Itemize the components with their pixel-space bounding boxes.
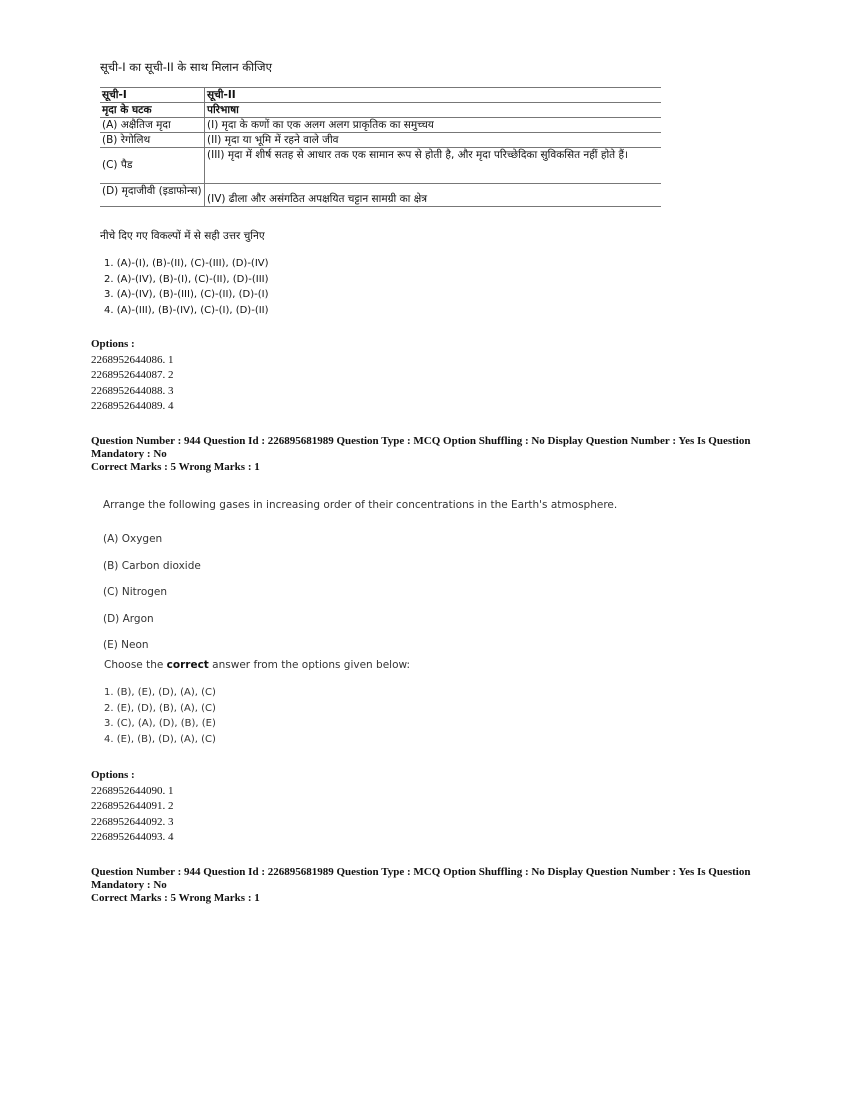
q2-stem: Arrange the following gases in increasing order of their concentrations in the Earth's atmosphere. (103, 499, 618, 511)
q1-instruction: नीचे दिए गए विकल्पों में से सही उत्तर चुनिए (100, 230, 265, 242)
list-item: 1. (A)-(I), (B)-(II), (C)-(III), (D)-(IV) (104, 258, 269, 269)
meta-line: Mandatory : No (91, 878, 167, 891)
list-item: (E) Neon (103, 639, 149, 651)
table-row (100, 118, 661, 133)
options-block-2 (91, 768, 174, 846)
instruction-emphasis: correct (166, 659, 209, 671)
table-cell-left: (A) अक्षैतिज मृदा (100, 118, 205, 133)
list-item: 2. (E), (D), (B), (A), (C) (104, 702, 216, 714)
table-cell-left: (B) रेगोलिथ (100, 133, 205, 148)
q2-item-list (103, 526, 201, 659)
table-header-list1: सूची-I (100, 88, 205, 103)
list-item: 1. (B), (E), (D), (A), (C) (104, 687, 216, 698)
q2-instruction (104, 659, 410, 671)
options-block-1 (91, 337, 174, 415)
match-table (100, 87, 661, 207)
option-id: 2268952644086. 1 (91, 353, 174, 366)
table-header-row (100, 88, 661, 103)
instruction-text: Choose the (104, 659, 167, 671)
question-meta-2 (91, 866, 761, 905)
table-cell-left: (D) मृदाजीवी (इडाफोन्स) (100, 184, 205, 207)
table-subheader-row (100, 103, 661, 118)
options-title: Options : (91, 338, 135, 350)
question-meta-1 (91, 435, 761, 474)
table-subheader-components: मृदा के घटक (100, 103, 205, 118)
list-item: 4. (A)-(III), (B)-(IV), (C)-(I), (D)-(II) (104, 304, 269, 316)
list-item: 4. (E), (B), (D), (A), (C) (104, 733, 216, 745)
list-item: 3. (C), (A), (D), (B), (E) (104, 718, 216, 729)
list-item: 3. (A)-(IV), (B)-(III), (C)-(II), (D)-(I) (104, 289, 269, 300)
table-cell-left: (C) पैड (100, 148, 205, 184)
q2-choice-list (104, 685, 216, 747)
table-subheader-definition: परिभाषा (205, 103, 662, 118)
list-item: (A) Oxygen (103, 533, 163, 545)
table-row (100, 184, 661, 207)
option-id: 2268952644090. 1 (91, 784, 174, 797)
list-item: 2. (A)-(IV), (B)-(I), (C)-(II), (D)-(III) (104, 273, 269, 285)
meta-line: Question Number : 944 Question Id : 226895681989 Question Type : MCQ Option Shuffling : No Display Question Number : Yes Is Question (91, 435, 751, 447)
option-id: 2268952644088. 3 (91, 384, 174, 397)
table-cell-right: (IV) ढीला और असंगठित अपक्षयित चट्टान सामग्री का क्षेत्र (205, 184, 662, 207)
meta-line: Mandatory : No (91, 447, 167, 460)
instruction-text: answer from the options given below: (208, 659, 411, 671)
option-id: 2268952644092. 3 (91, 815, 174, 828)
list-item: (D) Argon (103, 612, 154, 625)
table-row (100, 133, 661, 148)
list-item: (C) Nitrogen (103, 586, 168, 598)
option-id: 2268952644089. 4 (91, 400, 174, 412)
option-id: 2268952644091. 2 (91, 800, 174, 812)
option-id: 2268952644093. 4 (91, 831, 174, 843)
meta-line: Question Number : 944 Question Id : 226895681989 Question Type : MCQ Option Shuffling : No Display Question Number : Yes Is Question (91, 866, 751, 878)
marks-line: Correct Marks : 5 Wrong Marks : 1 (91, 892, 260, 904)
list-item: (B) Carbon dioxide (103, 559, 201, 572)
table-cell-right: (III) मृदा में शीर्ष सतह से आधार तक एक सामान रूप से होती है, और मृदा परिच्छेदिका सुविकसित नहीं होते हैं। (205, 148, 662, 184)
table-row (100, 148, 661, 184)
q1-choice-list (104, 256, 269, 318)
options-title: Options : (91, 769, 135, 781)
option-id: 2268952644087. 2 (91, 369, 174, 381)
q1-heading: सूची-I का सूची-II के साथ मिलान कीजिए (100, 60, 272, 74)
table-header-list2: सूची-II (205, 88, 662, 103)
marks-line: Correct Marks : 5 Wrong Marks : 1 (91, 461, 260, 473)
table-cell-right: (II) मृदा या भूमि में रहने वाले जीव (205, 133, 662, 148)
table-cell-right: (I) मृदा के कणों का एक अलग अलग प्राकृतिक का समुच्चय (205, 118, 662, 133)
